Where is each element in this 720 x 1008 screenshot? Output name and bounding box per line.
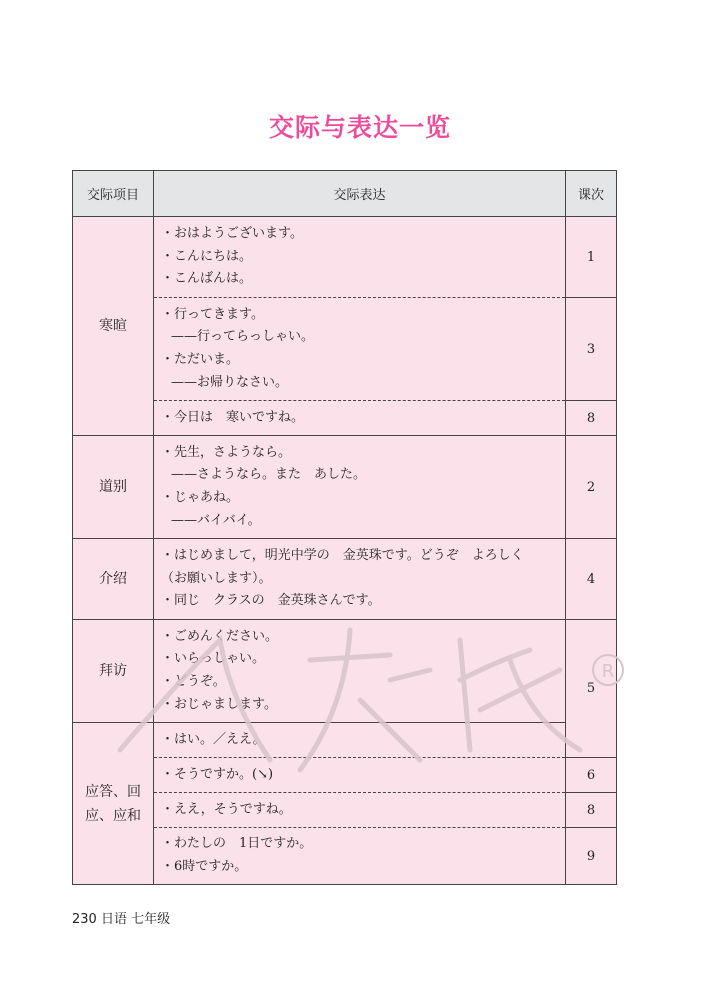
expression-line: ・先生，さようなら。 — [161, 444, 292, 460]
expression-table — [72, 170, 617, 885]
expression-cell — [154, 436, 566, 539]
expression-line: ・おはようございます。 — [161, 226, 303, 242]
table-row — [73, 217, 617, 298]
expression-line: ・今日は 寒いですね。 — [161, 409, 305, 425]
expression-line: ——お帰りなさい。 — [171, 374, 289, 390]
expression-cell — [154, 758, 566, 793]
table-header-row — [73, 171, 617, 217]
expression-line: ・ただいま。 — [161, 352, 240, 367]
page-footer — [72, 908, 170, 927]
expression-cell — [154, 401, 566, 436]
expression-line: ・じゃあね。 — [161, 490, 240, 505]
category-farewell: 道别 — [73, 436, 154, 539]
table-row — [73, 401, 617, 436]
table-row — [73, 828, 617, 885]
expression-line: ・はい。／ええ。 — [161, 731, 266, 747]
expression-line: ・はじめまして，明光中学の 金英珠です。どうぞ よろしく — [161, 548, 524, 564]
expression-cell — [154, 539, 566, 620]
table-row — [73, 539, 617, 620]
expression-line: ・どうぞ。 — [161, 674, 226, 689]
expression-line: ・行ってきます。 — [161, 306, 264, 322]
lesson-number: 5 — [566, 620, 617, 758]
category-introduction: 介绍 — [73, 539, 154, 620]
expression-line: ・こんばんは。 — [161, 271, 253, 287]
lesson-number: 1 — [566, 217, 617, 298]
table-row — [73, 723, 617, 758]
expression-cell — [154, 217, 566, 298]
expression-cell — [154, 723, 566, 758]
page-number: 230 — [72, 912, 97, 927]
header-expression: 交际表达 — [154, 171, 566, 217]
table-row — [73, 436, 617, 539]
page-title: 交际与表达一览 — [268, 113, 451, 142]
expression-cell — [154, 620, 566, 723]
table-row — [73, 758, 617, 793]
table-row — [73, 620, 617, 723]
category-visit: 拜访 — [73, 620, 154, 723]
expression-line: ・わたしの 1日ですか。 — [161, 836, 313, 852]
expression-line: ——バイバイ。 — [171, 512, 261, 528]
header-lesson: 课次 — [566, 171, 617, 217]
lesson-number: 8 — [566, 793, 617, 828]
category-greeting: 寒暄 — [73, 217, 154, 436]
expression-line: ・こんにちは。 — [161, 248, 253, 264]
expression-line: ——さようなら。また あした。 — [171, 467, 367, 483]
lesson-number: 9 — [566, 828, 617, 885]
expression-line: （お願いします）。 — [161, 570, 272, 586]
expression-line: ・ええ，そうですね。 — [161, 801, 292, 817]
expression-line: ・ごめんください。 — [161, 628, 279, 644]
book-title: 日语 七年级 — [100, 912, 171, 927]
expression-line: ・同じ クラスの 金英珠さんです。 — [161, 593, 381, 609]
expression-line: ・おじゃまします。 — [161, 696, 277, 712]
svg-text:R: R — [601, 661, 615, 682]
lesson-number: 3 — [566, 298, 617, 401]
expression-cell — [154, 828, 566, 885]
expression-line: ・6時ですか。 — [161, 859, 248, 874]
lesson-number: 4 — [566, 539, 617, 620]
expression-line: ——行ってらっしゃい。 — [171, 329, 315, 345]
table-row — [73, 298, 617, 401]
expression-cell — [154, 793, 566, 828]
header-category: 交际项目 — [73, 171, 154, 217]
category-response: 应答、回 应、应和 — [73, 723, 154, 885]
lesson-number: 6 — [566, 758, 617, 793]
expression-line: ・いらっしゃい。 — [161, 651, 266, 667]
table-row — [73, 793, 617, 828]
lesson-number: 8 — [566, 401, 617, 436]
expression-line: ・そうですか。(↘) — [161, 766, 274, 782]
expression-cell — [154, 298, 566, 401]
lesson-number: 2 — [566, 436, 617, 539]
